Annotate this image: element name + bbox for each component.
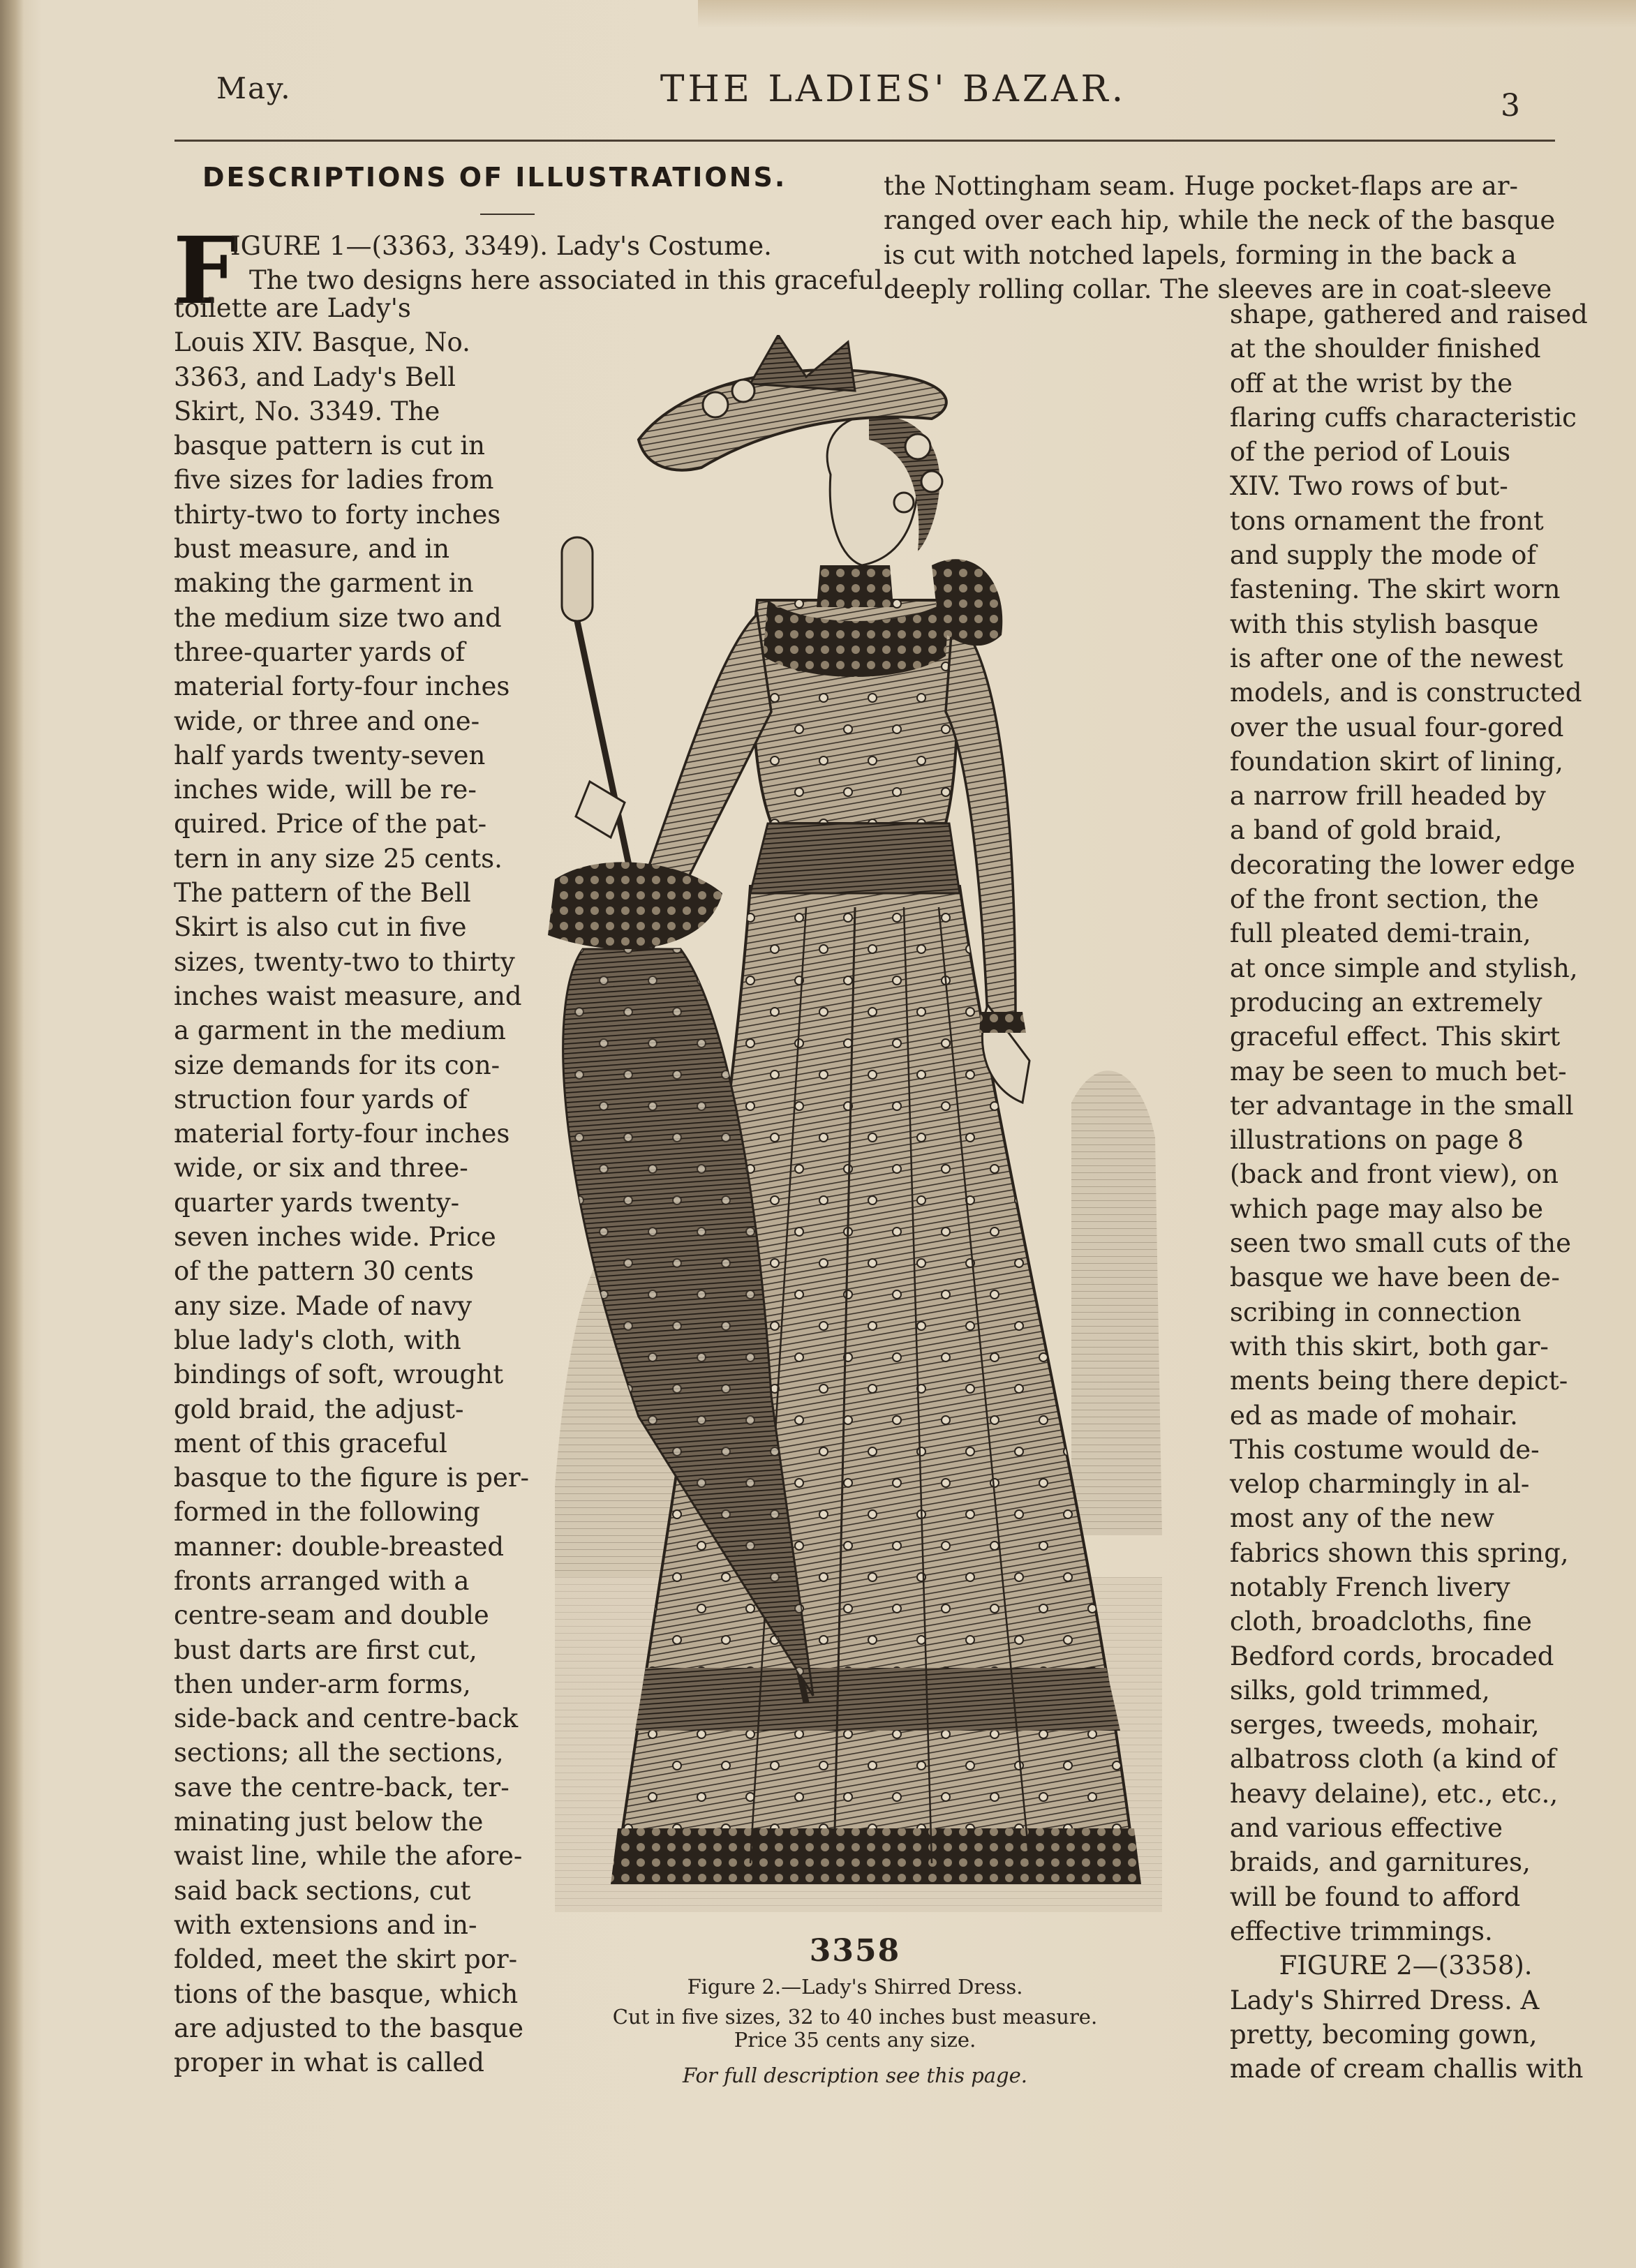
- column-right-line: over the usual four-gored: [1230, 712, 1564, 743]
- column-middle-line: is cut with notched lapels, forming in the back a: [884, 239, 1517, 270]
- column-left-line: basque to the figure is per-: [174, 1463, 530, 1493]
- column-left-line: Skirt is also cut in five: [174, 912, 467, 943]
- column-right-line: silks, gold trimmed,: [1230, 1675, 1490, 1706]
- column-left-line: material forty-four inches: [174, 671, 510, 702]
- head-and-hat: [639, 335, 946, 565]
- column-right-line: and various effective: [1230, 1813, 1503, 1844]
- figure-caption-title: Figure 2.—Lady's Shirred Dress.: [687, 1975, 1023, 1999]
- column-right-line: may be seen to much bet-: [1230, 1056, 1567, 1087]
- column-right-line: with this stylish basque: [1230, 609, 1539, 639]
- column-right-line: FIGURE 2—(3358).: [1230, 1950, 1533, 1981]
- column-right-line: seen two small cuts of the: [1230, 1228, 1572, 1259]
- column-right-line: pretty, becoming gown,: [1230, 2019, 1538, 2050]
- column-left-line: inches waist measure, and: [174, 980, 522, 1011]
- column-right-line: ed as made of mohair.: [1230, 1400, 1518, 1431]
- column-left-line: quired. Price of the pat-: [174, 809, 487, 840]
- column-right-line: will be found to afford: [1230, 1881, 1521, 1912]
- column-right-line: ter advantage in the small: [1230, 1090, 1574, 1121]
- text-column-right: [1230, 297, 1588, 2086]
- column-right-line: at once simple and stylish,: [1230, 953, 1578, 983]
- column-left-line: waist line, while the afore-: [174, 1841, 523, 1872]
- lead-line-2: The two designs here associated in this graceful: [249, 265, 883, 295]
- page-number: 3: [1501, 88, 1520, 124]
- column-right-line: braids, and garnitures,: [1230, 1847, 1531, 1878]
- column-right-line: of the period of Louis: [1230, 437, 1511, 468]
- column-left-line: toilette are Lady's: [174, 293, 411, 323]
- header-month: May.: [216, 71, 292, 105]
- column-left-line: inches wide, will be re-: [174, 775, 477, 805]
- heading-rule: [480, 214, 535, 215]
- column-right-line: cloth, broadcloths, fine: [1230, 1606, 1532, 1637]
- column-left-line: The pattern of the Bell: [174, 878, 471, 909]
- header-rule: [174, 140, 1555, 142]
- column-left-line: half yards twenty-seven: [174, 740, 486, 770]
- column-left-line: sizes, twenty-two to thirty: [174, 946, 515, 977]
- column-left-line: thirty-two to forty inches: [174, 499, 501, 530]
- column-left-line: wide, or three and one-: [174, 706, 480, 736]
- figure-caption-price: Price 35 cents any size.: [734, 2028, 976, 2052]
- column-left-line: then under-arm forms,: [174, 1669, 471, 1699]
- column-right-line: ments being there depict-: [1230, 1366, 1568, 1396]
- column-left-line: said back sections, cut: [174, 1875, 471, 1906]
- column-left-line: with extensions and in-: [174, 1909, 477, 1940]
- column-right-line: a band of gold braid,: [1230, 815, 1503, 846]
- figure-number: 3358: [809, 1933, 901, 1969]
- column-right-line: scribing in connection: [1230, 1297, 1522, 1327]
- column-right-line: tons ornament the front: [1230, 505, 1544, 536]
- column-left-line: side-back and centre-back: [174, 1703, 519, 1734]
- column-right-line: full pleated demi-train,: [1230, 918, 1531, 949]
- column-left-line: tern in any size 25 cents.: [174, 843, 503, 874]
- column-right-line: graceful effect. This skirt: [1230, 1022, 1561, 1052]
- column-left-line: manner: double-breasted: [174, 1531, 505, 1562]
- column-left-line: bust measure, and in: [174, 534, 450, 565]
- column-left-line: 3363, and Lady's Bell: [174, 361, 456, 392]
- column-right-line: is after one of the newest: [1230, 643, 1563, 673]
- column-left-line: proper in what is called: [174, 2047, 484, 2078]
- running-header: [174, 68, 1556, 138]
- dress-illustration: [541, 335, 1169, 1912]
- column-left-line: formed in the following: [174, 1497, 480, 1528]
- column-right-line: foundation skirt of lining,: [1230, 746, 1563, 777]
- text-column-middle-top: [884, 169, 1559, 306]
- article-heading: DESCRIPTIONS OF ILLUSTRATIONS.: [202, 162, 787, 193]
- binding-shadow: [0, 0, 24, 2268]
- column-right-line: at the shoulder finished: [1230, 334, 1541, 364]
- column-left-line: wide, or six and three-: [174, 1153, 468, 1184]
- figure-caption-note: For full description see this page.: [682, 2064, 1028, 2087]
- column-right-line: notably French livery: [1230, 1572, 1510, 1602]
- column-left-line: bust darts are first cut,: [174, 1634, 477, 1665]
- column-right-line: illustrations on page 8: [1230, 1125, 1524, 1156]
- column-right-line: (back and front view), on: [1230, 1159, 1559, 1190]
- lead-line-1: IGURE 1—(3363, 3349). Lady's Costume.: [230, 231, 772, 261]
- column-left-line: seven inches wide. Price: [174, 1222, 496, 1253]
- column-left-line: ment of this graceful: [174, 1428, 447, 1458]
- column-right-line: Lady's Shirred Dress. A: [1230, 1985, 1540, 2015]
- column-right-line: producing an extremely: [1230, 987, 1542, 1017]
- column-left-line: quarter yards twenty-: [174, 1187, 460, 1218]
- column-middle-line: deeply rolling collar. The sleeves are in coat-sleeve: [884, 274, 1552, 304]
- column-left-line: of the pattern 30 cents: [174, 1256, 474, 1287]
- column-right-line: basque we have been de-: [1230, 1262, 1560, 1293]
- column-right-line: off at the wrist by the: [1230, 368, 1513, 398]
- column-middle-line: ranged over each hip, while the neck of the basque: [884, 205, 1556, 236]
- column-left-line: fronts arranged with a: [174, 1565, 470, 1596]
- column-right-line: models, and is constructed: [1230, 678, 1582, 708]
- column-left-line: folded, meet the skirt por-: [174, 1944, 518, 1975]
- column-left-line: blue lady's cloth, with: [174, 1325, 461, 1355]
- column-right-line: Bedford cords, brocaded: [1230, 1641, 1554, 1671]
- column-right-line: serges, tweeds, mohair,: [1230, 1710, 1540, 1740]
- column-left-line: minating just below the: [174, 1807, 484, 1837]
- column-right-line: which page may also be: [1230, 1193, 1544, 1224]
- figure-caption-sizes: Cut in five sizes, 32 to 40 inches bust measure.: [612, 2005, 1098, 2029]
- drop-cap: F: [173, 217, 239, 325]
- column-left-line: the medium size two and: [174, 602, 502, 633]
- column-left-line: are adjusted to the basque: [174, 2013, 524, 2043]
- column-right-line: a narrow frill headed by: [1230, 781, 1546, 812]
- column-right-line: XIV. Two rows of but-: [1230, 471, 1508, 502]
- column-left-line: Louis XIV. Basque, No.: [174, 327, 470, 358]
- column-right-line: fastening. The skirt worn: [1230, 574, 1561, 605]
- column-right-line: shape, gathered and raised: [1230, 299, 1588, 329]
- column-right-line: This costume would de-: [1230, 1434, 1540, 1465]
- magazine-title: THE LADIES' BAZAR.: [660, 68, 1127, 110]
- dress-bodice: [750, 565, 960, 893]
- column-left-line: any size. Made of navy: [174, 1290, 472, 1321]
- column-left-line: material forty-four inches: [174, 1119, 510, 1149]
- column-left-line: size demands for its con-: [174, 1050, 500, 1080]
- column-right-line: velop charmingly in al-: [1230, 1469, 1530, 1500]
- column-left-line: making the garment in: [174, 568, 474, 599]
- column-right-line: most any of the new: [1230, 1503, 1495, 1534]
- column-right-line: and supply the mode of: [1230, 540, 1537, 571]
- column-right-line: albatross cloth (a kind of: [1230, 1744, 1556, 1775]
- text-column-left: [174, 291, 530, 2080]
- column-left-line: save the centre-back, ter-: [174, 1772, 510, 1803]
- column-left-line: sections; all the sections,: [174, 1738, 504, 1768]
- column-right-line: of the front section, the: [1230, 884, 1539, 915]
- column-middle-line: the Nottingham seam. Huge pocket-flaps are ar-: [884, 171, 1519, 201]
- column-left-line: three-quarter yards of: [174, 636, 466, 667]
- column-right-line: fabrics shown this spring,: [1230, 1537, 1569, 1568]
- column-left-line: bindings of soft, wrought: [174, 1359, 504, 1390]
- column-right-line: heavy delaine), etc., etc.,: [1230, 1778, 1559, 1809]
- column-left-line: five sizes for ladies from: [174, 465, 494, 495]
- column-left-line: tions of the basque, which: [174, 1978, 519, 2009]
- column-left-line: struction four yards of: [174, 1084, 468, 1114]
- paper-stain: [698, 0, 1636, 28]
- column-right-line: flaring cuffs characteristic: [1230, 402, 1577, 433]
- column-left-line: a garment in the medium: [174, 1015, 506, 1046]
- column-left-line: centre-seam and double: [174, 1600, 489, 1631]
- column-left-line: Skirt, No. 3349. The: [174, 396, 440, 426]
- column-right-line: effective trimmings.: [1230, 1916, 1493, 1946]
- column-left-line: basque pattern is cut in: [174, 431, 485, 461]
- column-right-line: made of cream challis with: [1230, 2054, 1584, 2084]
- column-right-line: with this skirt, both gar-: [1230, 1331, 1549, 1361]
- column-left-line: gold braid, the adjust-: [174, 1394, 464, 1424]
- column-right-line: decorating the lower edge: [1230, 849, 1575, 880]
